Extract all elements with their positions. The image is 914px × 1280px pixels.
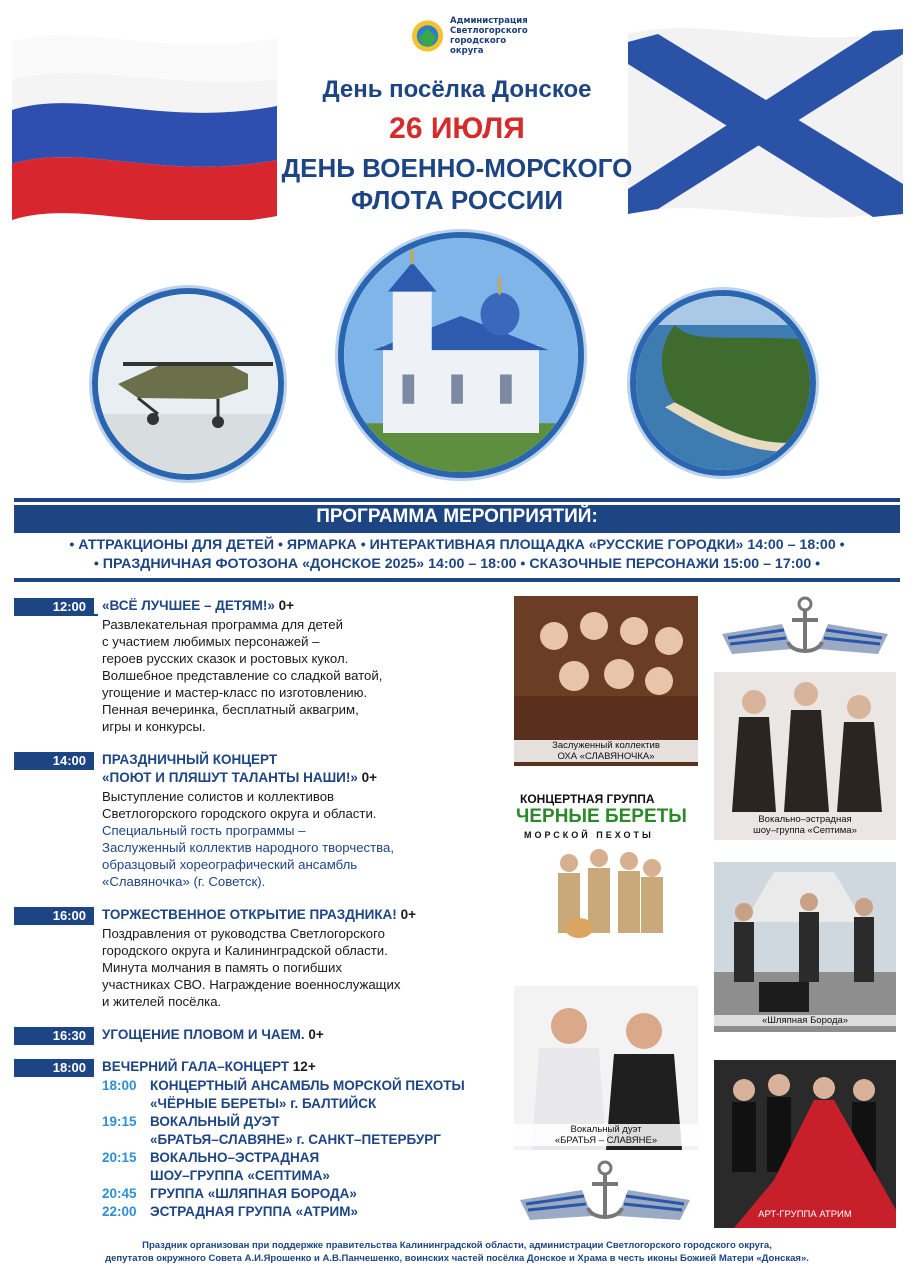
event-title-gala xyxy=(102,1059,316,1074)
caption-line: «БРАТЬЯ – СЛАВЯНЕ» xyxy=(554,1135,658,1146)
schedule-row xyxy=(102,1095,512,1113)
badge-connector xyxy=(94,614,98,616)
description-line: и жителей посёлка. xyxy=(102,994,222,1009)
coast-photo xyxy=(630,290,816,476)
schedule-text: ШОУ–ГРУППА «СЕПТИМА» xyxy=(150,1168,330,1183)
helicopter-photo xyxy=(92,288,284,480)
activities-line1: • АТТРАКЦИОНЫ ДЛЯ ДЕТЕЙ • ЯРМАРКА • ИНТЕРАКТИВНАЯ ПЛОЩАДКА «РУССКИЕ ГОРОДКИ» 14:00 – 18:00 • xyxy=(69,537,845,553)
description-line: Выступление солистов и коллективов xyxy=(102,789,335,804)
description-line: Заслуженный коллектив народного творчества, xyxy=(102,840,395,855)
time-badge-1200: 12:00 xyxy=(14,598,94,616)
caption-line: ОХА «СЛАВЯНОЧКА» xyxy=(557,751,655,762)
description-line: героев русских сказок и ростовых кукол. xyxy=(102,651,349,666)
schedule-text: ГРУППА «ШЛЯПНАЯ БОРОДА» xyxy=(150,1186,357,1201)
event-subtitle-concert xyxy=(102,770,377,785)
description-line: Поздравления от руководства Светлогорского xyxy=(102,926,385,941)
event-title-kids xyxy=(102,598,294,613)
caption-line: Заслуженный коллектив xyxy=(552,740,660,751)
coat-of-arms-icon xyxy=(410,18,445,54)
event-title-text: ТОРЖЕСТВЕННОЕ ОТКРЫТИЕ ПРАЗДНИКА! xyxy=(102,907,397,922)
event-title-concert: ПРАЗДНИЧНЫЙ КОНЦЕРТ xyxy=(102,752,278,767)
schedule-text: ВОКАЛЬНО–ЭСТРАДНАЯ xyxy=(150,1150,320,1165)
event-description-opening xyxy=(102,925,512,1010)
schedule-time: 20:45 xyxy=(102,1186,137,1201)
bratya-caption xyxy=(514,1124,698,1146)
slavyanochka-caption xyxy=(514,740,698,762)
schedule-row xyxy=(102,1203,512,1221)
footer-line: депутатов окружного Совета А.И.Ярошенко и А.В.Панчешенко, воинских частей посёлка Донское и Храма в честь иконы Божией Матери «Донская». xyxy=(105,1253,809,1264)
navy-day-line1: ДЕНЬ ВОЕННО-МОРСКОГО xyxy=(281,153,633,183)
description-line: игры и конкурсы. xyxy=(102,719,206,734)
schedule-text: «ЧЁРНЫЕ БЕРЕТЫ» г. БАЛТИЙСК xyxy=(150,1096,377,1111)
org-line2: Светлогорского xyxy=(450,26,528,36)
anchor-emblem-bottom xyxy=(520,1158,690,1232)
schedule-row xyxy=(102,1131,512,1149)
schedule-time: 19:15 xyxy=(102,1114,137,1129)
schedule-text: ВОКАЛЬНЫЙ ДУЭТ xyxy=(150,1114,280,1129)
description-line: городского округа и Калининградской области. xyxy=(102,943,388,958)
description-line: Светлогорского городского округа и области. xyxy=(102,806,377,821)
berety-label-sub: МОРСКОЙ ПЕХОТЫ xyxy=(524,830,654,840)
holiday-title: День посёлка Донское xyxy=(322,76,592,103)
description-line: «Славяночка» (г. Советск). xyxy=(102,874,266,889)
time-badge-1800: 18:00 xyxy=(14,1059,94,1077)
berety-group-figure xyxy=(544,843,674,948)
org-line1: Администрация xyxy=(450,16,528,26)
description-line: Минута молчания в память о погибших xyxy=(102,960,342,975)
event-title-text: «ВСЁ ЛУЧШЕЕ – ДЕТЯМ!» xyxy=(102,598,275,613)
activities-line2: • ПРАЗДНИЧНАЯ ФОТОЗОНА «ДОНСКОЕ 2025» 14:00 – 18:00 • СКАЗОЧНЫЕ ПЕРСОНАЖИ 15:00 – 17:00 • xyxy=(93,556,821,572)
septima-caption xyxy=(714,814,896,836)
administration-logo xyxy=(410,14,540,58)
shlyapnaya-boroda-photo xyxy=(714,862,896,1032)
shlyapa-caption: «Шляпная Борода» xyxy=(714,1015,896,1026)
schedule-row xyxy=(102,1185,512,1203)
age-rating: 0+ xyxy=(361,770,378,785)
atrim-caption: АРТ-ГРУППА АТРИМ xyxy=(758,1209,852,1220)
caption-line: Вокальный дуэт xyxy=(570,1124,642,1135)
event-title-pilaf xyxy=(102,1027,324,1042)
schedule-time: 20:15 xyxy=(102,1150,137,1165)
event-description-kids xyxy=(102,616,502,735)
anchor-emblem-top xyxy=(722,594,888,666)
gala-schedule xyxy=(102,1077,512,1221)
age-rating: 0+ xyxy=(308,1027,324,1042)
description-line: угощение и мастер-класс по изготовлению. xyxy=(102,685,368,700)
schedule-row xyxy=(102,1149,512,1167)
church-photo xyxy=(338,232,584,478)
navy-day-line2: ФЛОТА РОССИИ xyxy=(350,185,564,215)
age-rating: 12+ xyxy=(292,1059,316,1074)
time-badge-1600: 16:00 xyxy=(14,907,94,925)
event-subtitle-text: «ПОЮТ И ПЛЯШУТ ТАЛАНТЫ НАШИ!» xyxy=(102,770,358,785)
event-title-text: УГОЩЕНИЕ ПЛОВОМ И ЧАЕМ. xyxy=(102,1027,305,1042)
description-line: Пенная вечеринка, бесплатный аквагрим, xyxy=(102,702,359,717)
slavyanochka-photo xyxy=(514,596,698,766)
berety-label-main: ЧЕРНЫЕ БЕРЕТЫ xyxy=(516,806,687,827)
top-divider xyxy=(14,498,900,502)
caption-line: Вокально–эстрадная xyxy=(758,814,852,825)
time-badge-1400: 14:00 xyxy=(14,752,94,770)
event-description-concert xyxy=(102,788,512,890)
age-rating: 0+ xyxy=(400,907,416,922)
description-line: с участием любимых персонажей – xyxy=(102,634,320,649)
septima-photo xyxy=(714,672,896,840)
caption-line: шоу–группа «Септима» xyxy=(753,825,857,836)
footer-credits xyxy=(20,1239,894,1265)
schedule-text: ЭСТРАДНАЯ ГРУППА «АТРИМ» xyxy=(150,1204,358,1219)
description-line: Волшебное представление со сладкой ватой, xyxy=(102,668,383,683)
bratya-slavyane-photo xyxy=(514,986,698,1150)
age-rating: 0+ xyxy=(278,598,295,613)
schedule-text: «БРАТЬЯ–СЛАВЯНЕ» г. САНКТ–ПЕТЕРБУРГ xyxy=(150,1132,441,1147)
event-date: 26 ИЮЛЯ xyxy=(389,112,525,145)
logo-text xyxy=(450,16,540,56)
time-badge-1630: 16:30 xyxy=(14,1027,94,1045)
chernye-berety-photo xyxy=(514,788,698,952)
description-line: образцовый хореографический ансамбль xyxy=(102,857,358,872)
schedule-row xyxy=(102,1113,512,1131)
schedule-row xyxy=(102,1167,512,1185)
schedule-time: 22:00 xyxy=(102,1204,137,1219)
description-line: участниках СВО. Награждение военнослужащих xyxy=(102,977,401,992)
description-line: Развлекательная программа для детей xyxy=(102,617,343,632)
program-title: ПРОГРАММА МЕРОПРИЯТИЙ: xyxy=(316,506,598,527)
footer-line: Праздник организован при поддержке правительства Калининградской области, администрации Светлогорского городского округа, xyxy=(142,1240,772,1251)
schedule-text: КОНЦЕРТНЫЙ АНСАМБЛЬ МОРСКОЙ ПЕХОТЫ xyxy=(150,1078,465,1093)
berety-label-top: КОНЦЕРТНАЯ ГРУППА xyxy=(520,792,655,806)
schedule-time: 18:00 xyxy=(102,1078,137,1093)
bottom-divider xyxy=(14,578,900,582)
event-title-opening xyxy=(102,907,416,922)
event-title-text: ВЕЧЕРНИЙ ГАЛА–КОНЦЕРТ xyxy=(102,1059,290,1074)
description-line: Специальный гость программы – xyxy=(102,823,306,838)
schedule-row xyxy=(102,1077,512,1095)
navy-day-title xyxy=(230,152,684,216)
org-line3: городского округа xyxy=(450,36,507,56)
atrim-photo xyxy=(714,1060,896,1228)
